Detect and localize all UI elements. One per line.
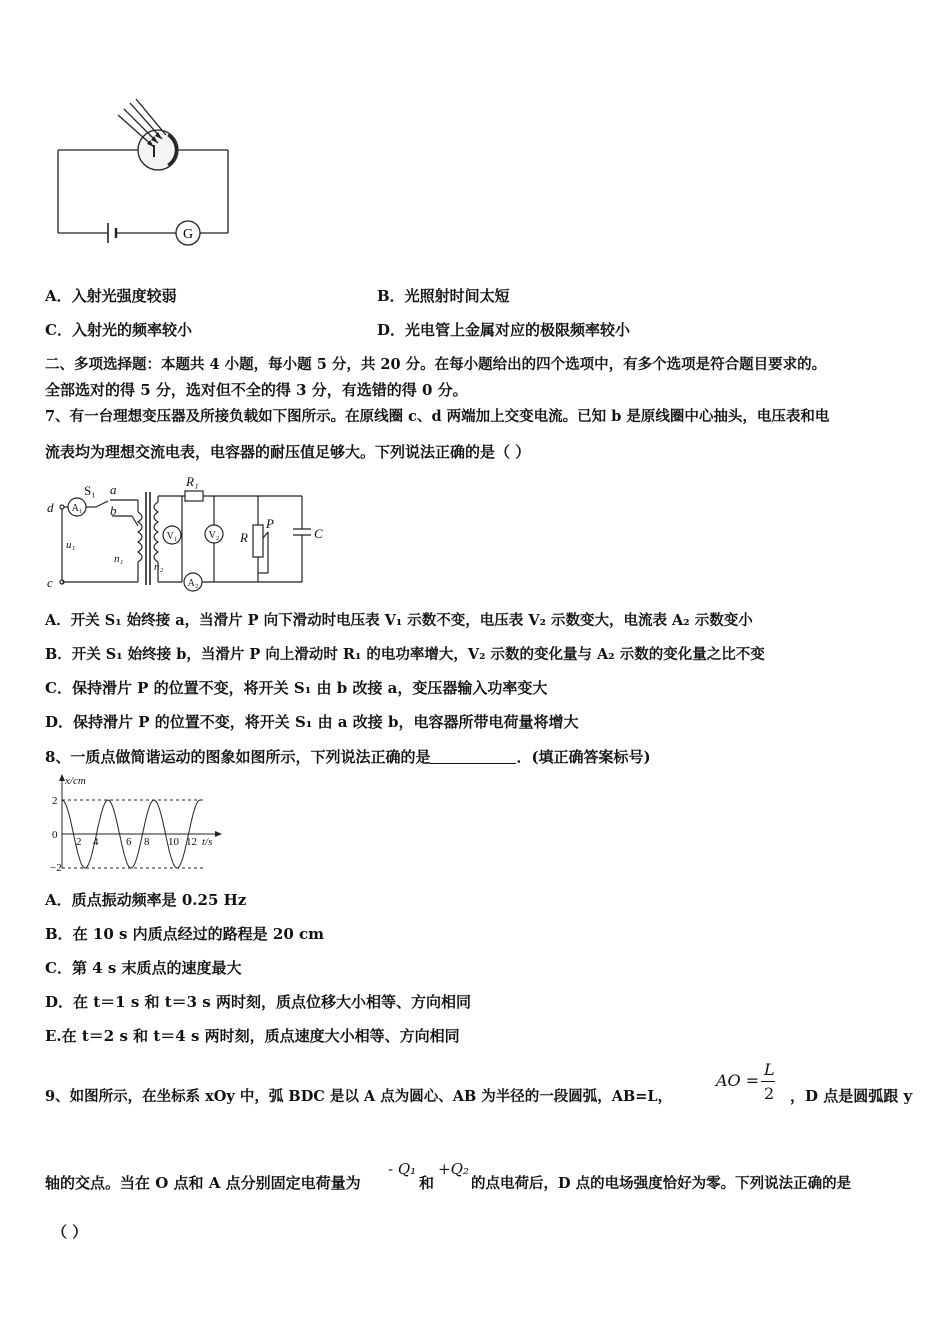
voltmeter-v1-label: V₁ (166, 531, 178, 542)
label-n2: n₂ (154, 561, 164, 573)
q8-stem-tail: ．(填正确答案标号) (516, 748, 651, 766)
ytick-2: 2 (52, 795, 58, 807)
q7-option-a: A．开关 S₁ 始终接 a，当滑片 P 向下滑动时电压表 V₁ 示数不变，电压表 V₂ 示数变大，电流表 A₂ 示数变小 (45, 612, 753, 629)
q6-option-c: C．入射光的频率较小 (45, 321, 192, 339)
ytick-neg2: −2 (50, 862, 62, 874)
shm-graph (40, 770, 230, 875)
q9-stem-line2-and: 和 (419, 1174, 435, 1192)
switch-s1-label: S₁ (84, 483, 96, 498)
q8-option-c: C．第 4 s 末质点的速度最大 (45, 959, 242, 977)
q9-stem-line2a: 轴的交点。当在 O 点和 A 点分别固定电荷量为 (45, 1174, 361, 1192)
xtick-12: 12 (186, 836, 197, 848)
q8-stem (45, 746, 651, 767)
q8-stem-text: 8、一质点做简谐运动的图象如图所示，下列说法正确的是 (45, 748, 431, 766)
q9-stem-line2b: 的点电荷后，D 点的电场强度恰好为零。下列说法正确的是 (471, 1175, 852, 1192)
q6-option-b: B．光照射时间太短 (377, 287, 510, 305)
capacitor-c-label: C (314, 526, 323, 541)
q6-option-a: A．入射光强度较弱 (45, 287, 177, 305)
q7-stem-line2: 流表均为理想交流电表，电容器的耐压值足够大。下列说法正确的是（ ） (45, 443, 531, 461)
galvanometer-label: G (182, 227, 194, 242)
slider-p-label: P (266, 516, 274, 531)
ytick-0: 0 (52, 829, 58, 841)
label-a: a (110, 482, 117, 497)
label-u1: u₁ (66, 539, 76, 551)
formula-denominator: 2 (764, 1084, 775, 1103)
label-n1: n₁ (114, 553, 124, 565)
q6-option-d: D．光电管上金属对应的极限频率较小 (377, 321, 631, 339)
q7-option-c: C．保持滑片 P 的位置不变，将开关 S₁ 由 b 改接 a，变压器输入功率变大 (45, 679, 548, 697)
q7-stem-line1: 7、有一台理想变压器及所接负载如下图所示。在原线圈 c、d 两端加上交变电流。已知 b 是原线圈中心抽头，电压表和电 (45, 408, 830, 425)
charge-minus-q1: - Q₁ (388, 1160, 417, 1178)
q8-option-a: A．质点振动频率是 0.25 Hz (45, 891, 247, 909)
q8-option-b: B．在 10 s 内质点经过的路程是 20 cm (45, 925, 324, 943)
formula-lhs: AO = (716, 1071, 760, 1090)
xtick-2: 2 (76, 836, 82, 848)
q9-answer-parens: （ ） (52, 1223, 88, 1241)
answer-blank (430, 749, 516, 764)
q7-option-d: D．保持滑片 P 的位置不变，将开关 S₁ 由 a 改接 b，电容器所带电荷量将增大 (45, 713, 579, 731)
q9-formula (716, 1062, 786, 1106)
section2-heading-line2: 全部选对的得 5 分，选对但不全的得 3 分，有选错的得 0 分。 (45, 381, 468, 399)
q9-stem-line1b: ，D 点是圆弧跟 y (790, 1087, 913, 1105)
section2-heading-line1: 二、多项选择题：本题共 4 小题，每小题 5 分，共 20 分。在每小题给出的四个选项中，有多个选项是符合题目要求的。 (45, 356, 827, 373)
xtick-8: 8 (144, 836, 150, 848)
xtick-10: 10 (168, 836, 179, 848)
formula-numerator: L (764, 1060, 775, 1079)
voltmeter-v2-label: V₂ (208, 530, 220, 541)
photoelectric-circuit-diagram (50, 95, 240, 255)
ammeter-a1-label: A₁ (71, 503, 83, 514)
charge-plus-q2: +Q₂ (438, 1160, 469, 1178)
ammeter-a2-label: A₂ (187, 578, 199, 589)
fraction-bar (761, 1081, 775, 1082)
label-d: d (47, 500, 54, 515)
label-c: c (47, 575, 53, 590)
xtick-4: 4 (93, 836, 99, 848)
q8-option-e: E.在 t＝2 s 和 t＝4 s 两时刻，质点速度大小相等、方向相同 (45, 1027, 460, 1045)
xtick-6: 6 (126, 836, 132, 848)
graph-ylabel: x/cm (65, 775, 86, 787)
transformer-circuit-diagram (42, 470, 342, 595)
q8-option-d: D．在 t＝1 s 和 t＝3 s 两时刻，质点位移大小相等、方向相同 (45, 993, 471, 1011)
resistor-r1-label: R₁ (186, 474, 199, 489)
label-b: b (110, 503, 117, 518)
resistor-r-label: R (240, 530, 248, 545)
q9-stem-line1a: 9、如图所示，在坐标系 xOy 中，弧 BDC 是以 A 点为圆心、AB 为半径的一段圆弧，AB=L， (45, 1088, 673, 1105)
graph-xlabel: t/s (202, 836, 213, 848)
q7-option-b: B．开关 S₁ 始终接 b，当滑片 P 向上滑动时 R₁ 的电功率增大，V₂ 示数的变化量与 A₂ 示数的变化量之比不变 (45, 646, 765, 663)
